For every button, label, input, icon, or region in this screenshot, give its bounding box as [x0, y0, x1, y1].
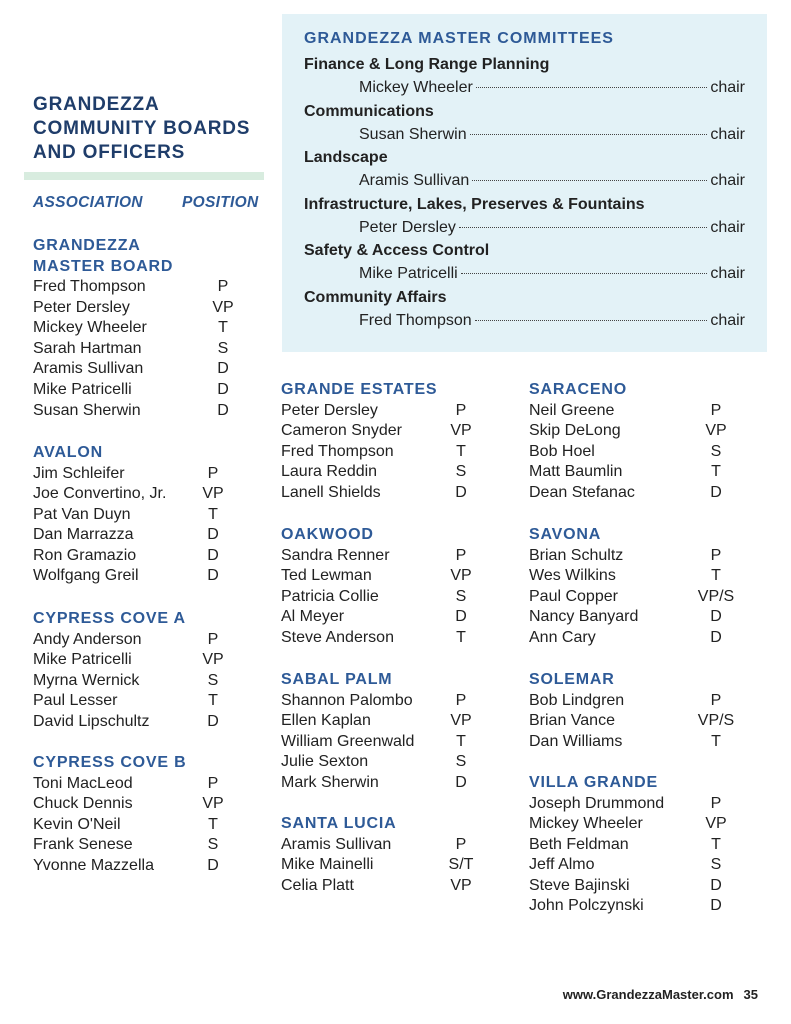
- board-title: VILLA GRANDE: [529, 774, 659, 791]
- member-name: Peter Dersley: [33, 298, 130, 316]
- member-position: D: [455, 608, 467, 626]
- committee-chair-name: Mike Patricelli: [359, 265, 458, 282]
- member-name: Pat Van Duyn: [33, 505, 131, 523]
- member-position: D: [710, 876, 722, 894]
- member-row: [33, 774, 255, 795]
- member-name: Skip DeLong: [529, 422, 621, 440]
- member-name: Frank Senese: [33, 836, 133, 854]
- member-name: Lanell Shields: [281, 483, 381, 501]
- member-position: P: [455, 401, 467, 419]
- member-name: Jeff Almo: [529, 856, 595, 874]
- committee-name: Landscape: [304, 149, 388, 166]
- member-name: Kevin O'Neil: [33, 815, 121, 833]
- dot-leader: [472, 180, 707, 181]
- member-row: [281, 855, 501, 876]
- member-position: D: [207, 567, 219, 585]
- member-name: Yvonne Mazzella: [33, 856, 154, 874]
- chair-label: chair: [710, 126, 745, 143]
- member-position: T: [711, 567, 721, 585]
- member-name: John Polczynski: [529, 897, 644, 915]
- member-position: S/T: [448, 856, 474, 874]
- member-name: William Greenwald: [281, 732, 415, 750]
- member-position: T: [711, 732, 721, 750]
- member-name: Laura Reddin: [281, 463, 378, 481]
- member-name: Mike Patricelli: [33, 651, 132, 669]
- member-position: P: [710, 691, 722, 709]
- member-name: Toni MacLeod: [33, 774, 133, 792]
- committee-chair-line: [304, 76, 745, 99]
- committees-box: [282, 14, 767, 352]
- board-oakwood: [281, 525, 501, 648]
- member-position: S: [207, 671, 219, 689]
- member-row: [281, 587, 501, 608]
- dot-leader: [476, 87, 708, 88]
- member-name: Brian Schultz: [529, 546, 624, 564]
- committee-name: Communications: [304, 103, 434, 120]
- member-position: VP: [202, 485, 224, 503]
- member-position: T: [456, 628, 466, 646]
- member-position: VP: [705, 422, 727, 440]
- board-title: CYPRESS COVE B: [33, 754, 187, 771]
- committee-chair-line: [304, 309, 745, 332]
- member-name: Mike Patricelli: [33, 380, 132, 398]
- board-villa-grande: [529, 773, 759, 917]
- committee-chair-line: [304, 262, 745, 285]
- member-position: P: [710, 546, 722, 564]
- member-row: [529, 546, 759, 567]
- member-row: [281, 566, 501, 587]
- member-name: Chuck Dennis: [33, 795, 133, 813]
- member-position: S: [710, 856, 722, 874]
- member-row: [529, 462, 759, 483]
- chair-label: chair: [710, 219, 745, 236]
- member-position: D: [455, 483, 467, 501]
- board-santa-lucia: [281, 814, 501, 896]
- member-position: P: [455, 691, 467, 709]
- member-name: Brian Vance: [529, 712, 615, 730]
- member-row: [529, 835, 759, 856]
- member-position: T: [711, 835, 721, 853]
- board-title: OAKWOOD: [281, 526, 374, 543]
- committee-name: Infrastructure, Lakes, Preserves & Fountains: [304, 196, 645, 213]
- member-row: [33, 794, 255, 815]
- member-name: Steve Anderson: [281, 628, 394, 646]
- board-title: AVALON: [33, 444, 103, 461]
- member-name: Peter Dersley: [281, 401, 378, 419]
- member-position: D: [207, 526, 219, 544]
- member-row: [33, 650, 255, 671]
- association-column-header: ASSOCIATION: [33, 194, 143, 211]
- member-position: T: [456, 442, 466, 460]
- member-name: Myrna Wernick: [33, 671, 140, 689]
- member-name: Celia Platt: [281, 876, 354, 894]
- member-row: [281, 442, 501, 463]
- member-position: D: [710, 483, 722, 501]
- member-row: [529, 628, 759, 649]
- member-name: Jim Schleifer: [33, 464, 125, 482]
- member-position: D: [710, 628, 722, 646]
- member-position: VP/S: [697, 587, 735, 605]
- dot-leader: [461, 273, 708, 274]
- member-position: P: [207, 630, 219, 648]
- member-name: Patricia Collie: [281, 587, 379, 605]
- member-name: Mickey Wheeler: [529, 815, 643, 833]
- member-row: [33, 712, 255, 733]
- member-position: VP: [212, 298, 234, 316]
- member-row: [529, 876, 759, 897]
- member-name: Aramis Sullivan: [33, 360, 144, 378]
- member-position: D: [207, 712, 219, 730]
- member-name: Andy Anderson: [33, 630, 142, 648]
- board-cypress-cove-a: [33, 609, 255, 732]
- member-row: [33, 835, 255, 856]
- committee-chair-name: Peter Dersley: [359, 219, 456, 236]
- member-row: [281, 483, 501, 504]
- member-row: [529, 814, 759, 835]
- member-name: Al Meyer: [281, 608, 345, 626]
- position-column-header: POSITION: [182, 194, 259, 211]
- member-row: [33, 464, 255, 485]
- member-position: VP: [450, 567, 472, 585]
- member-row: [33, 359, 255, 380]
- chair-label: chair: [710, 79, 745, 96]
- member-row: [33, 318, 255, 339]
- member-position: VP: [202, 651, 224, 669]
- member-row: [33, 505, 255, 526]
- committee-name: Safety & Access Control: [304, 242, 490, 259]
- board-saraceno: [529, 380, 759, 503]
- member-name: Aramis Sullivan: [281, 835, 392, 853]
- board-title: GRANDE ESTATES: [281, 381, 438, 398]
- member-row: [33, 630, 255, 651]
- member-name: Susan Sherwin: [33, 401, 141, 419]
- board-title: SOLEMAR: [529, 671, 615, 688]
- member-position: T: [456, 732, 466, 750]
- member-position: VP: [450, 712, 472, 730]
- member-row: [33, 671, 255, 692]
- committee-chair-name: Mickey Wheeler: [359, 79, 473, 96]
- member-row: [529, 607, 759, 628]
- member-name: Wolfgang Greil: [33, 567, 139, 585]
- member-name: Julie Sexton: [281, 753, 369, 771]
- board-title: SANTA LUCIA: [281, 815, 397, 832]
- member-row: [529, 691, 759, 712]
- board-sabal-palm: [281, 670, 501, 793]
- member-position: S: [710, 442, 722, 460]
- board-avalon: [33, 443, 255, 587]
- member-position: T: [208, 815, 218, 833]
- member-position: VP: [450, 422, 472, 440]
- member-name: Bob Lindgren: [529, 691, 625, 709]
- member-position: D: [710, 608, 722, 626]
- member-row: [281, 462, 501, 483]
- committee-chair-name: Fred Thompson: [359, 312, 472, 329]
- committee-chair-line: [304, 216, 745, 239]
- board-title: GRANDEZZA MASTER BOARD: [33, 237, 174, 275]
- website-link[interactable]: www.GrandezzaMaster.com: [562, 987, 734, 1002]
- dot-leader: [475, 320, 708, 321]
- member-position: D: [207, 546, 219, 564]
- dot-leader: [470, 134, 708, 135]
- member-row: [33, 277, 255, 298]
- committee: [304, 100, 745, 146]
- member-position: P: [455, 546, 467, 564]
- committee: [304, 53, 745, 99]
- committee-chair-line: [304, 123, 745, 146]
- member-row: [33, 380, 255, 401]
- member-row: [529, 896, 759, 917]
- committee-chair-name: Aramis Sullivan: [359, 172, 470, 189]
- member-position: P: [207, 774, 219, 792]
- committee: [304, 286, 745, 332]
- chair-label: chair: [710, 265, 745, 282]
- member-row: [529, 711, 759, 732]
- member-name: Ellen Kaplan: [281, 712, 371, 730]
- member-name: Mickey Wheeler: [33, 319, 147, 337]
- member-position: P: [710, 401, 722, 419]
- member-row: [529, 732, 759, 753]
- committees-title: GRANDEZZA MASTER COMMITTEES: [304, 30, 614, 47]
- member-row: [281, 773, 501, 794]
- member-row: [33, 856, 255, 877]
- board-title: SARACENO: [529, 381, 627, 398]
- member-row: [33, 339, 255, 360]
- committee: [304, 193, 745, 239]
- member-name: Fred Thompson: [281, 442, 394, 460]
- board-savona: [529, 525, 759, 648]
- member-name: Nancy Banyard: [529, 608, 639, 626]
- dot-leader: [459, 227, 707, 228]
- committee: [304, 146, 745, 192]
- member-name: Paul Lesser: [33, 692, 118, 710]
- member-position: S: [455, 753, 467, 771]
- page-title: GRANDEZZA COMMUNITY BOARDS AND OFFICERS: [33, 94, 251, 163]
- member-position: S: [207, 836, 219, 854]
- member-position: VP: [202, 795, 224, 813]
- committee-chair-name: Susan Sherwin: [359, 126, 467, 143]
- member-position: T: [711, 463, 721, 481]
- member-position: D: [217, 401, 229, 419]
- member-row: [529, 421, 759, 442]
- board-cypress-cove-b: [33, 753, 255, 876]
- member-position: T: [218, 319, 228, 337]
- member-position: D: [710, 897, 722, 915]
- member-row: [281, 546, 501, 567]
- member-name: Mark Sherwin: [281, 773, 379, 791]
- member-position: D: [207, 856, 219, 874]
- member-row: [529, 442, 759, 463]
- member-row: [33, 691, 255, 712]
- member-row: [281, 732, 501, 753]
- member-name: Paul Copper: [529, 587, 618, 605]
- member-row: [281, 691, 501, 712]
- member-row: [33, 484, 255, 505]
- committee-chair-line: [304, 169, 745, 192]
- member-name: Mike Mainelli: [281, 856, 374, 874]
- board-solemar: [529, 670, 759, 752]
- member-row: [529, 566, 759, 587]
- member-name: Dan Marrazza: [33, 526, 134, 544]
- member-name: Dan Williams: [529, 732, 623, 750]
- member-name: Joseph Drummond: [529, 794, 665, 812]
- member-row: [281, 752, 501, 773]
- footer: [563, 987, 758, 1002]
- member-row: [281, 401, 501, 422]
- member-name: Dean Stefanac: [529, 483, 635, 501]
- member-row: [281, 876, 501, 897]
- committee-name: Finance & Long Range Planning: [304, 56, 550, 73]
- member-name: Beth Feldman: [529, 835, 629, 853]
- member-row: [529, 794, 759, 815]
- member-row: [33, 815, 255, 836]
- member-name: Ann Cary: [529, 628, 596, 646]
- chair-label: chair: [710, 172, 745, 189]
- member-position: VP/S: [697, 712, 735, 730]
- member-name: Bob Hoel: [529, 442, 595, 460]
- member-position: P: [455, 835, 467, 853]
- board-title: SAVONA: [529, 526, 602, 543]
- member-position: VP: [705, 815, 727, 833]
- member-name: Sandra Renner: [281, 546, 390, 564]
- member-position: P: [710, 794, 722, 812]
- member-row: [281, 607, 501, 628]
- member-row: [529, 587, 759, 608]
- member-row: [33, 525, 255, 546]
- member-position: T: [208, 692, 218, 710]
- member-row: [33, 401, 255, 422]
- member-row: [281, 835, 501, 856]
- member-row: [281, 421, 501, 442]
- member-name: Cameron Snyder: [281, 422, 402, 440]
- member-row: [529, 483, 759, 504]
- member-position: S: [455, 587, 467, 605]
- board-title: CYPRESS COVE A: [33, 610, 186, 627]
- member-position: D: [217, 380, 229, 398]
- member-position: P: [217, 278, 229, 295]
- member-position: S: [217, 339, 229, 357]
- member-name: Ron Gramazio: [33, 546, 137, 564]
- member-position: P: [207, 464, 219, 482]
- member-name: Neil Greene: [529, 401, 615, 419]
- board-title: SABAL PALM: [281, 671, 393, 688]
- member-name: Wes Wilkins: [529, 567, 616, 585]
- member-name: Joe Convertino, Jr.: [33, 485, 167, 503]
- chair-label: chair: [710, 312, 745, 329]
- member-row: [33, 298, 255, 319]
- title-divider: [24, 172, 264, 180]
- member-position: VP: [450, 876, 472, 894]
- member-row: [33, 566, 255, 587]
- member-name: Matt Baumlin: [529, 463, 623, 481]
- member-position: D: [455, 773, 467, 791]
- member-position: S: [455, 463, 467, 481]
- committee-name: Community Affairs: [304, 289, 447, 306]
- member-row: [33, 546, 255, 567]
- committee: [304, 239, 745, 285]
- page-number: 35: [743, 987, 758, 1002]
- member-name: Ted Lewman: [281, 567, 372, 585]
- member-row: [281, 628, 501, 649]
- member-name: Steve Bajinski: [529, 876, 630, 894]
- member-name: Fred Thompson: [33, 278, 146, 295]
- member-row: [529, 855, 759, 876]
- member-name: David Lipschultz: [33, 712, 150, 730]
- member-position: D: [217, 360, 229, 378]
- member-position: T: [208, 505, 218, 523]
- board-grandezza-master: [33, 236, 255, 421]
- member-name: Shannon Palombo: [281, 691, 413, 709]
- member-row: [529, 401, 759, 422]
- board-grande-estates: [281, 380, 501, 503]
- member-row: [281, 711, 501, 732]
- member-name: Sarah Hartman: [33, 339, 142, 357]
